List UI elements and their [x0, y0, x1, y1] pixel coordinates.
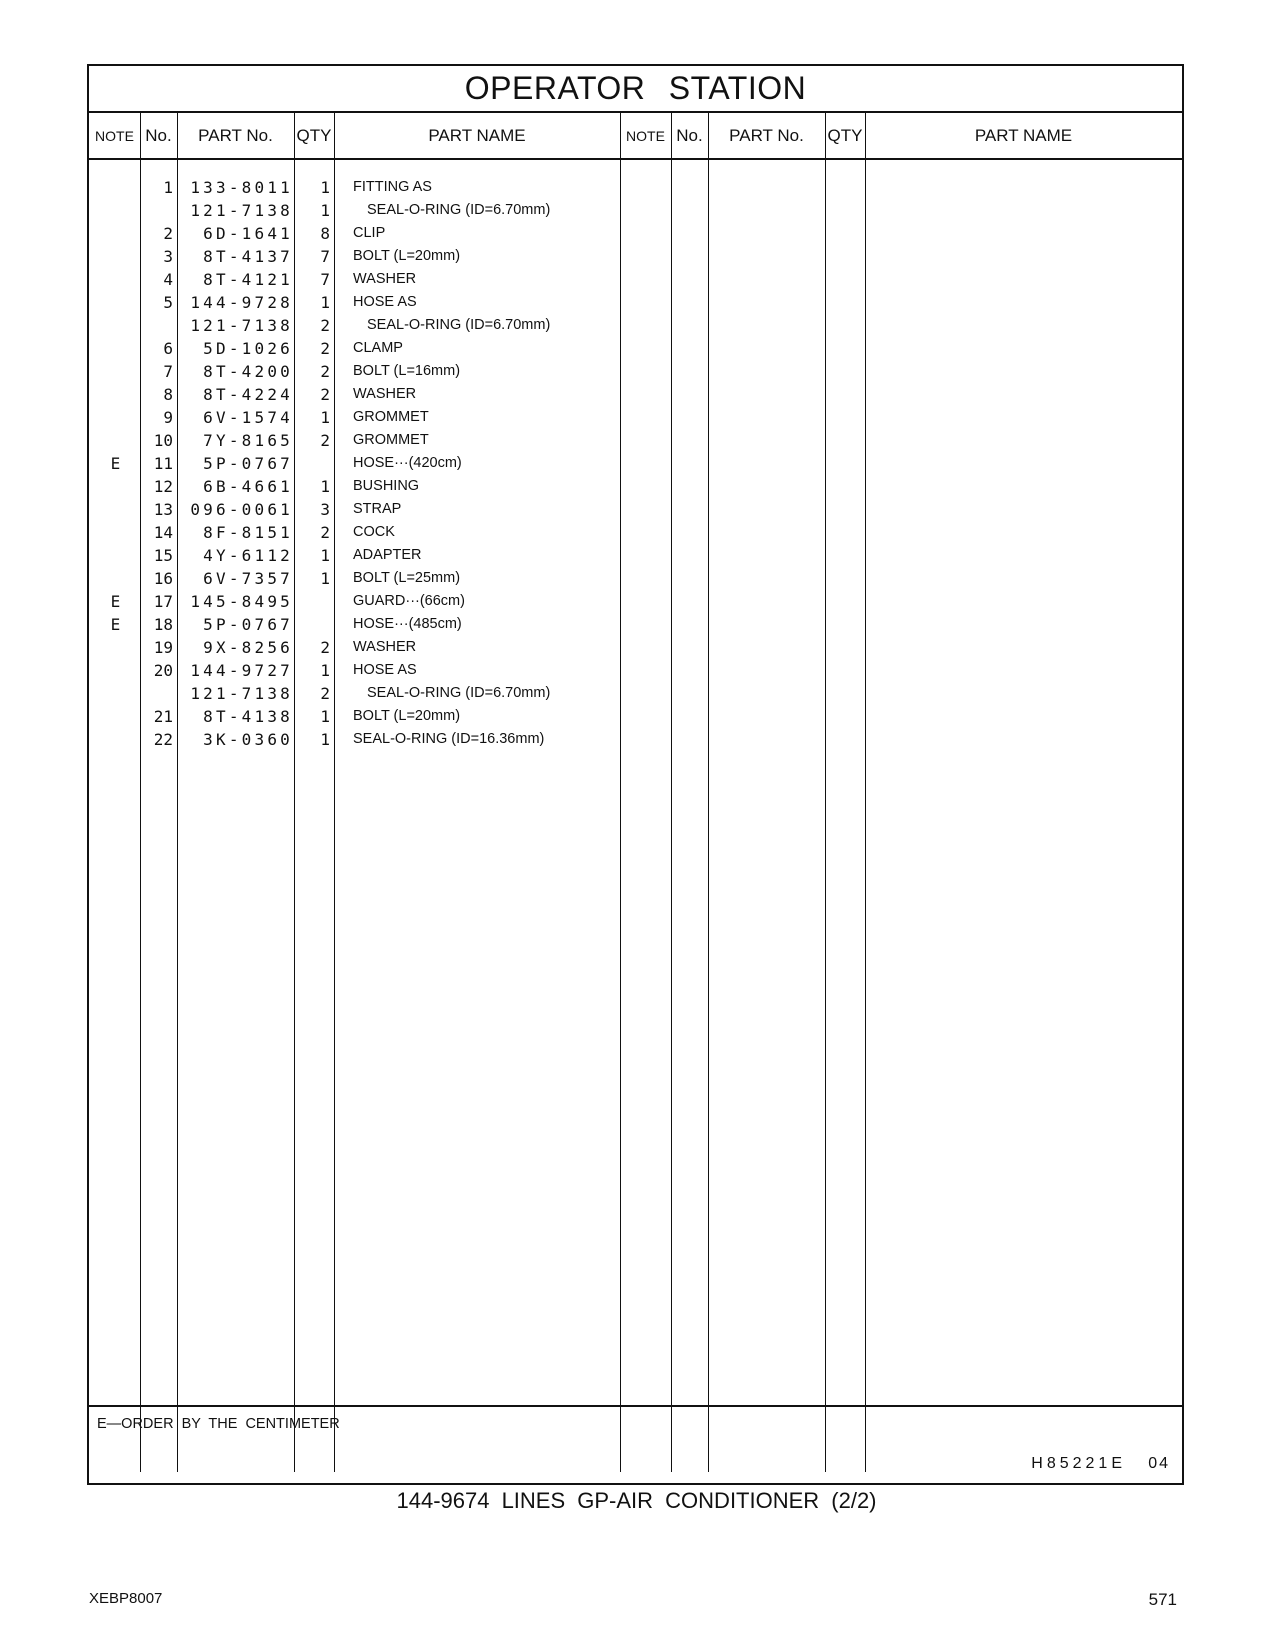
- quantity-cell: 1: [320, 569, 330, 588]
- parts-list-sheet: [87, 64, 1184, 1485]
- table-row: [89, 406, 1182, 429]
- header-no-left: No.: [145, 125, 172, 145]
- section-title: OPERATOR STATION: [464, 70, 807, 106]
- part-name-cell: HOSE AS: [353, 294, 417, 310]
- item-number-cell: 11: [153, 454, 173, 473]
- header-part-name-right: PART NAME: [974, 125, 1073, 145]
- part-number-cell: 4Y-6112: [203, 546, 293, 565]
- part-number-cell: 145-8495: [190, 592, 293, 611]
- table-row: [89, 636, 1182, 659]
- item-number-cell: 5: [163, 293, 173, 312]
- note-cell: E: [110, 592, 121, 611]
- part-number-cell: 8T-4121: [203, 270, 293, 289]
- item-number-cell: 9: [163, 408, 173, 427]
- part-name-cell: WASHER: [353, 386, 417, 402]
- header-note-left: NOTE: [95, 127, 134, 144]
- part-name-cell: BOLT (L=16mm): [353, 363, 461, 379]
- part-number-cell: 144-9727: [190, 661, 293, 680]
- group-title: 144-9674 LINES GP-AIR CONDITIONER (2/2): [396, 1488, 877, 1513]
- quantity-cell: 2: [320, 523, 330, 542]
- quantity-cell: 2: [320, 339, 330, 358]
- quantity-cell: 2: [320, 316, 330, 335]
- table-row: [89, 360, 1182, 383]
- revision-number: 04: [1148, 1455, 1170, 1472]
- header-qty-left: QTY: [296, 125, 332, 145]
- table-row: [89, 199, 1182, 222]
- item-number-cell: 18: [153, 615, 173, 634]
- part-number-cell: 7Y-8165: [203, 431, 293, 450]
- table-row: [89, 245, 1182, 268]
- part-name-cell: WASHER: [353, 639, 417, 655]
- footnote: E—ORDER BY THE CENTIMETER: [97, 1416, 340, 1432]
- table-row: [89, 222, 1182, 245]
- item-number-cell: 4: [163, 270, 173, 289]
- parts-table-body: [89, 176, 1182, 751]
- quantity-cell: 1: [320, 546, 330, 565]
- part-number-cell: 5D-1026: [203, 339, 293, 358]
- part-name-cell: BOLT (L=20mm): [353, 248, 461, 264]
- item-number-cell: 1: [163, 178, 173, 197]
- table-row: [89, 475, 1182, 498]
- part-number-cell: 9X-8256: [203, 638, 293, 657]
- table-row: [89, 498, 1182, 521]
- column-header-row: [89, 113, 1182, 160]
- header-no-right: No.: [676, 125, 703, 145]
- part-number-cell: 8F-8151: [203, 523, 293, 542]
- part-name-cell: FITTING AS: [353, 179, 432, 195]
- part-number-cell: 3K-0360: [203, 730, 293, 749]
- quantity-cell: 2: [320, 385, 330, 404]
- item-number-cell: 8: [163, 385, 173, 404]
- table-row: [89, 176, 1182, 199]
- part-number-cell: 6D-1641: [203, 224, 293, 243]
- table-row: [89, 705, 1182, 728]
- note-cell: E: [110, 615, 121, 634]
- header-qty-right: QTY: [827, 125, 863, 145]
- table-row: [89, 728, 1182, 751]
- part-name-cell: HOSE···(485cm): [353, 616, 462, 632]
- quantity-cell: 1: [320, 178, 330, 197]
- part-number-cell: 6V-1574: [203, 408, 293, 427]
- quantity-cell: 7: [320, 270, 330, 289]
- part-number-cell: 133-8011: [190, 178, 293, 197]
- quantity-cell: 2: [320, 684, 330, 703]
- header-part-no-right: PART No.: [729, 125, 804, 145]
- part-name-cell: BOLT (L=20mm): [353, 708, 461, 724]
- part-number-cell: 121-7138: [190, 684, 293, 703]
- part-number-cell: 5P-0767: [203, 454, 293, 473]
- part-number-cell: 096-0061: [190, 500, 293, 519]
- item-number-cell: 3: [163, 247, 173, 266]
- table-row: [89, 544, 1182, 567]
- footer-divider: [89, 1405, 1182, 1407]
- part-number-cell: 6V-7357: [203, 569, 293, 588]
- quantity-cell: 2: [320, 431, 330, 450]
- quantity-cell: 1: [320, 293, 330, 312]
- part-number-cell: 8T-4138: [203, 707, 293, 726]
- note-cell: E: [110, 454, 121, 473]
- part-name-cell: SEAL-O-RING (ID=16.36mm): [353, 731, 545, 747]
- item-number-cell: 12: [153, 477, 173, 496]
- item-number-cell: 13: [153, 500, 173, 519]
- table-row: [89, 521, 1182, 544]
- part-name-cell: SEAL-O-RING (ID=6.70mm): [367, 202, 551, 218]
- part-name-cell: WASHER: [353, 271, 417, 287]
- part-number-cell: 8T-4224: [203, 385, 293, 404]
- quantity-cell: 1: [320, 477, 330, 496]
- item-number-cell: 10: [153, 431, 173, 450]
- item-number-cell: 6: [163, 339, 173, 358]
- quantity-cell: 1: [320, 730, 330, 749]
- quantity-cell: 7: [320, 247, 330, 266]
- table-row: [89, 383, 1182, 406]
- part-name-cell: HOSE AS: [353, 662, 417, 678]
- part-number-cell: 5P-0767: [203, 615, 293, 634]
- item-number-cell: 20: [153, 661, 173, 680]
- part-number-cell: 8T-4200: [203, 362, 293, 381]
- part-number-cell: 121-7138: [190, 201, 293, 220]
- item-number-cell: 16: [153, 569, 173, 588]
- table-row: [89, 613, 1182, 636]
- item-number-cell: 2: [163, 224, 173, 243]
- header-note-right: NOTE: [626, 127, 665, 144]
- part-name-cell: CLIP: [353, 225, 386, 241]
- table-row: [89, 268, 1182, 291]
- quantity-cell: 1: [320, 201, 330, 220]
- part-name-cell: CLAMP: [353, 340, 403, 356]
- drawing-code: H85221E: [1031, 1455, 1126, 1472]
- quantity-cell: 1: [320, 408, 330, 427]
- header-part-no-left: PART No.: [198, 125, 273, 145]
- document-code: XEBP8007: [89, 1590, 163, 1607]
- part-name-cell: STRAP: [353, 501, 402, 517]
- table-row: [89, 590, 1182, 613]
- part-number-cell: 8T-4137: [203, 247, 293, 266]
- part-name-cell: HOSE···(420cm): [353, 455, 462, 471]
- header-part-name-left: PART NAME: [428, 125, 526, 145]
- table-row: [89, 567, 1182, 590]
- item-number-cell: 19: [153, 638, 173, 657]
- table-row: [89, 314, 1182, 337]
- table-row: [89, 452, 1182, 475]
- item-number-cell: 7: [163, 362, 173, 381]
- quantity-cell: 2: [320, 638, 330, 657]
- part-name-cell: GROMMET: [353, 432, 429, 448]
- table-row: [89, 337, 1182, 360]
- part-name-cell: GROMMET: [353, 409, 429, 425]
- table-row: [89, 659, 1182, 682]
- title-bar: [89, 66, 1182, 113]
- table-row: [89, 291, 1182, 314]
- part-name-cell: COCK: [353, 524, 395, 540]
- part-number-cell: 144-9728: [190, 293, 293, 312]
- quantity-cell: 3: [320, 500, 330, 519]
- item-number-cell: 22: [153, 730, 173, 749]
- part-name-cell: ADAPTER: [353, 547, 422, 563]
- table-row: [89, 429, 1182, 452]
- quantity-cell: 8: [320, 224, 330, 243]
- item-number-cell: 21: [153, 707, 173, 726]
- table-row: [89, 682, 1182, 705]
- part-number-cell: 121-7138: [190, 316, 293, 335]
- part-name-cell: BOLT (L=25mm): [353, 570, 461, 586]
- item-number-cell: 15: [153, 546, 173, 565]
- part-number-cell: 6B-4661: [203, 477, 293, 496]
- part-name-cell: BUSHING: [353, 478, 420, 494]
- quantity-cell: 2: [320, 362, 330, 381]
- item-number-cell: 17: [153, 592, 173, 611]
- page-number: 571: [1148, 1590, 1177, 1609]
- item-number-cell: 14: [153, 523, 173, 542]
- quantity-cell: 1: [320, 661, 330, 680]
- part-name-cell: SEAL-O-RING (ID=6.70mm): [367, 317, 551, 333]
- part-name-cell: GUARD···(66cm): [353, 593, 465, 609]
- quantity-cell: 1: [320, 707, 330, 726]
- part-name-cell: SEAL-O-RING (ID=6.70mm): [367, 685, 551, 701]
